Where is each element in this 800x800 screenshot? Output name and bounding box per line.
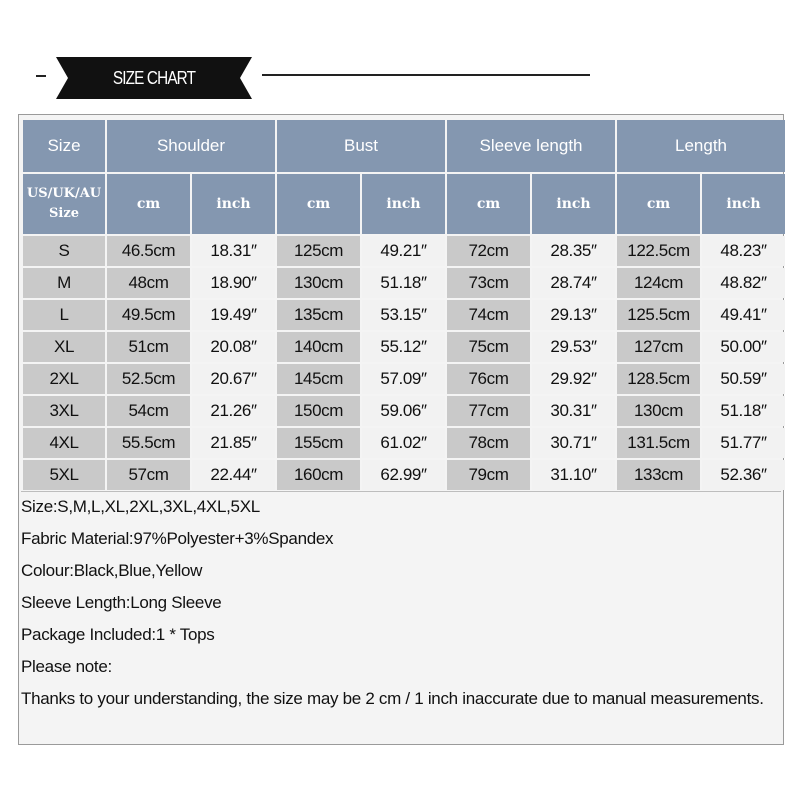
- bust-column-header: Bust: [277, 120, 445, 172]
- table-row: [23, 460, 785, 490]
- measurement-cell: 18.90″: [192, 268, 275, 298]
- size-cell: XL: [23, 332, 105, 362]
- measurement-cell: 59.06″: [362, 396, 445, 426]
- size-cell: M: [23, 268, 105, 298]
- measurement-cell: 49.41″: [702, 300, 785, 330]
- measurement-cell: 31.10″: [532, 460, 615, 490]
- region-size-header: [23, 174, 105, 234]
- measurement-cell: 160cm: [277, 460, 360, 490]
- measurement-cell: 62.99″: [362, 460, 445, 490]
- table-row: [23, 396, 785, 426]
- unit-header: inch: [532, 174, 615, 234]
- size-chart-banner: [56, 57, 252, 99]
- table-header-row: [23, 120, 785, 172]
- measurement-cell: 48.82″: [702, 268, 785, 298]
- table-row: [23, 332, 785, 362]
- measurement-cell: 20.67″: [192, 364, 275, 394]
- measurement-cell: 57.09″: [362, 364, 445, 394]
- measurement-cell: 130cm: [277, 268, 360, 298]
- measurement-cell: 50.00″: [702, 332, 785, 362]
- unit-header: inch: [702, 174, 785, 234]
- measurement-cell: 150cm: [277, 396, 360, 426]
- header-dash: [36, 75, 46, 77]
- size-cell: 4XL: [23, 428, 105, 458]
- measurement-cell: 77cm: [447, 396, 530, 426]
- measurement-cell: 18.31″: [192, 236, 275, 266]
- note-sizes: Size:S,M,L,XL,2XL,3XL,4XL,5XL: [21, 497, 260, 516]
- size-cell: 2XL: [23, 364, 105, 394]
- measurement-cell: 52.5cm: [107, 364, 190, 394]
- measurement-cell: 73cm: [447, 268, 530, 298]
- measurement-cell: 51cm: [107, 332, 190, 362]
- measurement-cell: 49.5cm: [107, 300, 190, 330]
- measurement-cell: 155cm: [277, 428, 360, 458]
- measurement-cell: 72cm: [447, 236, 530, 266]
- shoulder-column-header: Shoulder: [107, 120, 275, 172]
- size-cell: 3XL: [23, 396, 105, 426]
- measurement-cell: 53.15″: [362, 300, 445, 330]
- measurement-cell: 48cm: [107, 268, 190, 298]
- measurement-cell: 78cm: [447, 428, 530, 458]
- size-column-header: Size: [23, 120, 105, 172]
- region-size-line2: Size: [49, 206, 79, 221]
- table-row: [23, 300, 785, 330]
- measurement-cell: 131.5cm: [617, 428, 700, 458]
- measurement-cell: 130cm: [617, 396, 700, 426]
- table-row: [23, 268, 785, 298]
- size-chart-title: SIZE CHART: [112, 68, 196, 88]
- size-table: [21, 118, 787, 492]
- measurement-cell: 51.77″: [702, 428, 785, 458]
- measurement-cell: 28.35″: [532, 236, 615, 266]
- measurement-cell: 49.21″: [362, 236, 445, 266]
- measurement-cell: 145cm: [277, 364, 360, 394]
- unit-header: cm: [447, 174, 530, 234]
- measurement-cell: 46.5cm: [107, 236, 190, 266]
- unit-header: cm: [277, 174, 360, 234]
- measurement-cell: 76cm: [447, 364, 530, 394]
- measurement-cell: 135cm: [277, 300, 360, 330]
- measurement-cell: 51.18″: [362, 268, 445, 298]
- note-colour: Colour:Black,Blue,Yellow: [21, 561, 203, 580]
- measurement-cell: 30.71″: [532, 428, 615, 458]
- note-please: Please note:: [21, 657, 112, 676]
- table-row: [23, 236, 785, 266]
- size-cell: L: [23, 300, 105, 330]
- measurement-cell: 122.5cm: [617, 236, 700, 266]
- region-size-line1: US/UK/AU: [26, 186, 102, 201]
- measurement-cell: 20.08″: [192, 332, 275, 362]
- measurement-cell: 61.02″: [362, 428, 445, 458]
- measurement-cell: 21.26″: [192, 396, 275, 426]
- measurement-cell: 127cm: [617, 332, 700, 362]
- measurement-cell: 51.18″: [702, 396, 785, 426]
- note-package: Package Included:1 * Tops: [21, 625, 215, 644]
- size-cell: S: [23, 236, 105, 266]
- measurement-cell: 22.44″: [192, 460, 275, 490]
- note-disclaimer: Thanks to your understanding, the size may be 2 cm / 1 inch inaccurate due to manual measurements.: [21, 689, 764, 708]
- note-sleeve: Sleeve Length:Long Sleeve: [21, 593, 222, 612]
- measurement-cell: 19.49″: [192, 300, 275, 330]
- measurement-cell: 30.31″: [532, 396, 615, 426]
- table-unit-row: [23, 174, 785, 234]
- unit-header: inch: [192, 174, 275, 234]
- length-column-header: Length: [617, 120, 785, 172]
- size-cell: 5XL: [23, 460, 105, 490]
- measurement-cell: 21.85″: [192, 428, 275, 458]
- measurement-cell: 57cm: [107, 460, 190, 490]
- table-body: [23, 236, 785, 490]
- measurement-cell: 29.92″: [532, 364, 615, 394]
- measurement-cell: 52.36″: [702, 460, 785, 490]
- measurement-cell: 128.5cm: [617, 364, 700, 394]
- measurement-cell: 79cm: [447, 460, 530, 490]
- measurement-cell: 55.5cm: [107, 428, 190, 458]
- unit-header: inch: [362, 174, 445, 234]
- measurement-cell: 75cm: [447, 332, 530, 362]
- measurement-cell: 29.53″: [532, 332, 615, 362]
- measurement-cell: 48.23″: [702, 236, 785, 266]
- unit-header: cm: [107, 174, 190, 234]
- measurement-cell: 50.59″: [702, 364, 785, 394]
- note-fabric: Fabric Material:97%Polyester+3%Spandex: [21, 529, 334, 548]
- measurement-cell: 29.13″: [532, 300, 615, 330]
- table-row: [23, 428, 785, 458]
- measurement-cell: 124cm: [617, 268, 700, 298]
- unit-header: cm: [617, 174, 700, 234]
- measurement-cell: 140cm: [277, 332, 360, 362]
- table-row: [23, 364, 785, 394]
- measurement-cell: 54cm: [107, 396, 190, 426]
- measurement-cell: 74cm: [447, 300, 530, 330]
- measurement-cell: 28.74″: [532, 268, 615, 298]
- measurement-cell: 125cm: [277, 236, 360, 266]
- measurement-cell: 125.5cm: [617, 300, 700, 330]
- measurement-cell: 55.12″: [362, 332, 445, 362]
- sleeve-length-column-header: Sleeve length: [447, 120, 615, 172]
- header-rule: [262, 74, 590, 76]
- product-notes: [21, 491, 781, 744]
- measurement-cell: 133cm: [617, 460, 700, 490]
